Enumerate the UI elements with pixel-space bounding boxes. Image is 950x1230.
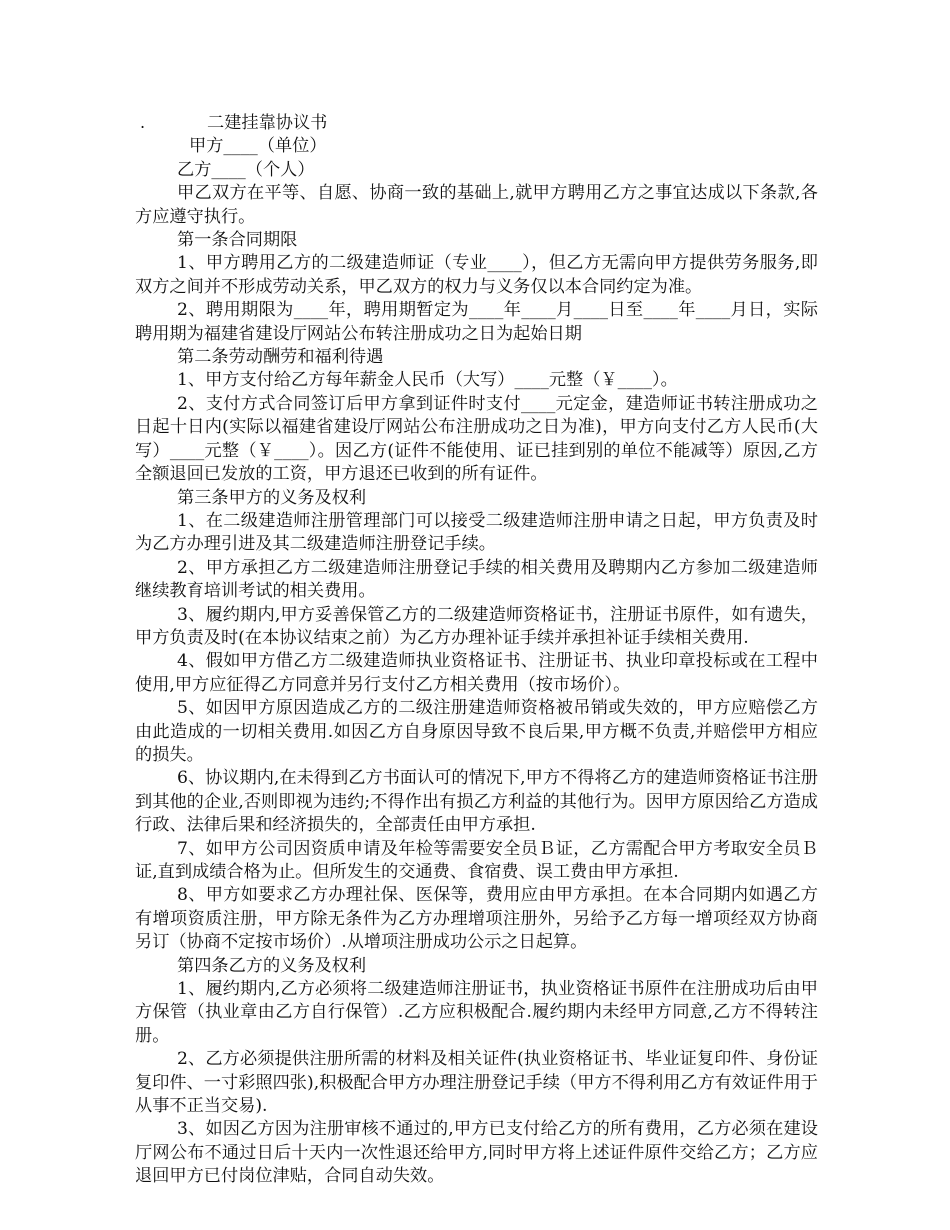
paragraph: 7、如甲方公司因资质申请及年检等需要安全员Ｂ证，乙方需配合甲方考取安全员Ｂ证,直到成绩合格为止。但所发生的交通费、食宿费、误工费由甲方承担. — [135, 838, 818, 882]
document-title: 二建挂靠协议书 — [207, 113, 328, 133]
section-heading: 第二条劳动酬劳和福利待遇 — [177, 347, 384, 368]
paragraph: 8、甲方如要求乙方办理社保、医保等，费用应由甲方承担。在本合同期内如遇乙方有增项资质注册，甲方除无条件为乙方办理增项注册外，另给予乙方每一增项经双方协商另订（协商不定按市场价）.从增项注册成功公示之日起算。 — [135, 885, 818, 953]
paragraph: 2、甲方承担乙方二级建造师注册登记手续的相关费用及聘期内乙方参加二级建造师继续教育培训考试的相关费用。 — [135, 557, 818, 602]
paragraph: 4、假如甲方借乙方二级建造师执业资格证书、注册证书、执业印章投标或在工程中使用,甲方应征得乙方同意并另行支付乙方相关费用（按市场价）。 — [135, 651, 818, 695]
paragraph: 3、如因乙方因为注册审核不通过的,甲方已支付给乙方的所有费用，乙方必须在建设厅网公布不通过日后十天内一次性退还给甲方,同时甲方将上述证件原件交给乙方；乙方应退回甲方已付岗位津贴，合同自动失效。 — [135, 1119, 818, 1187]
paragraph: 1、甲方聘用乙方的二级建造师证（专业____），但乙方无需向甲方提供劳务服务,即双方之间并不形成劳动关系，甲乙双方的权力与义务仅以本合同约定为准。 — [135, 253, 818, 297]
paragraph: 2、支付方式合同签订后甲方拿到证件时支付____元定金，建造师证书转注册成功之日起十日内(实际以福建省建设厅网站公布注册成功之日为准)，甲方向支付乙方人民币(大写）____元整（￥____）。因乙方(证件不能使用、证已挂到别的单位不能减等）原因,乙方全额退回已发放的工资，甲方退还已收到的所有证件。 — [135, 393, 818, 485]
paragraph: 5、如因甲方原因造成乙方的二级注册建造师资格被吊销或失效的，甲方应赔偿乙方由此造成的一切相关费用.如因乙方自身原因导致不良后果,甲方概不负责,并赔偿甲方相应的损失。 — [135, 698, 818, 765]
paragraph: 1、甲方支付给乙方每年薪金人民币（大写）____元整（￥____）。 — [177, 370, 678, 391]
agreement-body — [135, 112, 818, 1189]
section-heading: 第四条乙方的义务及权利 — [177, 955, 367, 976]
paragraph: 6、协议期内,在未得到乙方书面认可的情况下,甲方不得将乙方的建造师资格证书注册到其他的企业,否则即视为违约;不得作出有损乙方利益的其他行为。因甲方原因给乙方造成行政、法律后果和经济损失的，全部责任由甲方承担. — [135, 768, 818, 836]
list-marker: . — [140, 113, 146, 132]
paragraph-list — [135, 182, 818, 1188]
paragraph: 甲乙双方在平等、自愿、协商一致的基础上,就甲方聘用乙方之事宜达成以下条款,各方应遵守执行。 — [135, 183, 818, 227]
party-a-line: 甲方____（单位） — [189, 136, 327, 157]
paragraph: 3、履约期内,甲方妥善保管乙方的二级建造师资格证书，注册证书原件，如有遗失，甲方负责及时(在本协议结束之前）为乙方办理补证手续并承担补证手续相关费用. — [135, 604, 818, 648]
section-heading: 第三条甲方的义务及权利 — [177, 487, 367, 508]
paragraph: 2、乙方必须提供注册所需的材料及相关证件(执业资格证书、毕业证复印件、身份证复印件、一寸彩照四张),积极配合甲方办理注册登记手续（甲方不得利用乙方有效证件用于从事不正当交易). — [135, 1049, 818, 1117]
paragraph: 1、在二级建造师注册管理部门可以接受二级建造师注册申请之日起，甲方负责及时为乙方办理引进及其二级建造师注册登记手续。 — [135, 510, 818, 555]
party-b-line: 乙方____（个人） — [177, 159, 315, 180]
paragraph: 1、履约期内,乙方必须将二级建造师注册证书，执业资格证书原件在注册成功后由甲方保管（执业章由乙方自行保管）.乙方应积极配合.履约期内未经甲方同意,乙方不得转注册。 — [135, 979, 818, 1046]
section-heading: 第一条合同期限 — [177, 230, 298, 251]
paragraph: 2、聘用期限为____年，聘用期暂定为____年____月____日至____年____月日，实际聘用期为福建省建设厅网站公布转注册成功之日为起始日期 — [135, 300, 818, 344]
